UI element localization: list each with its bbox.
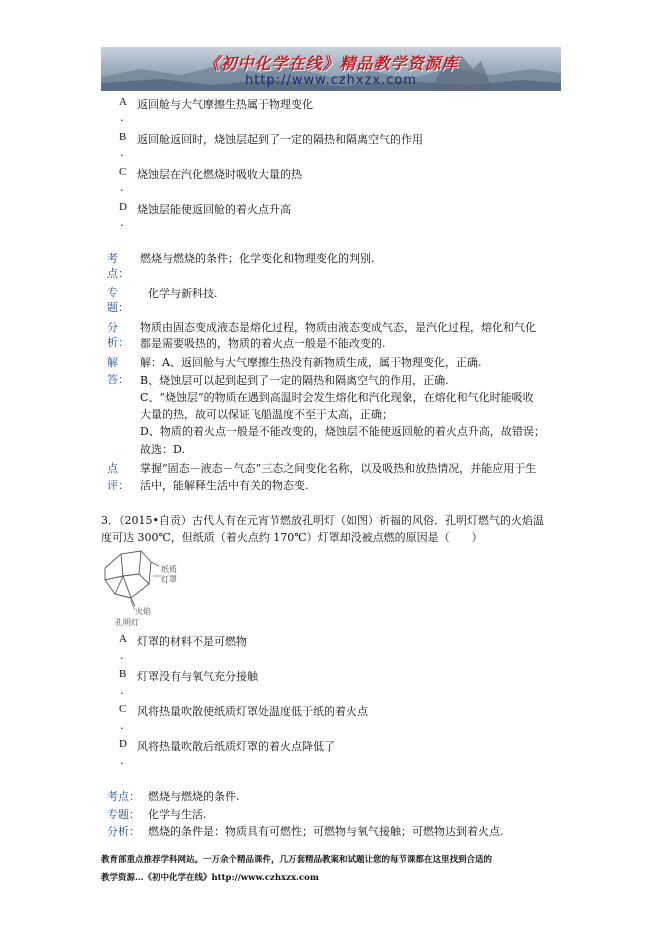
option-letter: B (119, 668, 127, 680)
jieda-line: 解：A、返回舱与大气摩擦生热没有新物质生成，属于物理变化，正确. (140, 356, 482, 369)
option-dot: . (120, 719, 124, 732)
fenxi-label: 分析： (107, 825, 140, 838)
footer-line: 教学资源…《初中化学在线》http://www.czhxzx.com (101, 873, 319, 883)
jieda-line: B、烧蚀层可以起到起到了一定的隔热和隔离空气的作用，正确. (140, 374, 449, 387)
fenxi-line: 物质由固态变成液态是熔化过程，物质由液态变成气态，是汽化过程，熔化和气化 (140, 321, 536, 334)
banner-url[interactable]: http://www.czhxzx.com (245, 73, 417, 88)
zhuanti-label: 专题： (107, 808, 140, 821)
kaodian-label: 点： (107, 267, 129, 280)
jieda-line: 大量的热，故可以保证飞船温度不至于太高，正确； (140, 408, 393, 421)
option-letter: D (119, 201, 127, 213)
figure-label-flame: 火焰 (135, 607, 151, 616)
option-dot: . (120, 649, 124, 662)
kaodian-text: 燃烧与燃烧的条件. (148, 790, 240, 803)
zhuanti-text: 化学与生活. (148, 808, 207, 821)
jieda-line: C、“烧蚀层”的物质在遇到高温时会发生熔化和汽化现象，在熔化和气化时能吸收 (140, 391, 534, 404)
dianping-line: 掌握“固态－液态－气态”三态之间变化名称，以及吸热和放热情况，并能应用于生 (140, 462, 537, 475)
option-dot: . (120, 754, 124, 767)
jieda-label: 解 (107, 356, 118, 369)
zhuanti-text: 化学与新科技. (148, 287, 218, 300)
option-text: 返回舱与大气摩擦生热属于物理变化 (137, 98, 313, 111)
lantern-sketch-icon (105, 551, 159, 606)
zhuanti-label: 题： (107, 301, 129, 314)
option-dot: . (120, 181, 124, 194)
option-dot: . (120, 146, 124, 159)
footer-line: 教育部重点推荐学科网站。一万余个精品课件，几万套精品教案和试题让您的每节课都在这里找到合适的 (101, 855, 493, 865)
kaodian-label: 考 (107, 252, 118, 265)
zhuanti-label: 专 (107, 286, 118, 299)
option-letter: B (119, 131, 127, 143)
kongming-lantern-figure (101, 546, 187, 628)
jieda-line: D、物质的着火点一般是不能改变的，烧蚀层不能使返回舱的着火点升高，故错误； (140, 425, 545, 438)
dianping-label: 评： (107, 479, 129, 492)
option-dot: . (120, 684, 124, 697)
kaodian-label: 考点： (107, 790, 140, 803)
option-letter: A (119, 633, 127, 645)
header-banner (101, 47, 561, 91)
option-letter: D (119, 738, 127, 750)
option-text: 灯罩没有与氧气充分接触 (137, 670, 258, 683)
option-dot: . (120, 111, 124, 124)
option-text: 返回舱返回时，烧蚀层起到了一定的隔热和隔离空气的作用 (137, 133, 423, 146)
fenxi-label: 分 (107, 321, 118, 334)
option-letter: C (119, 166, 127, 178)
banner-title: 《初中化学在线》精品教学资源库 (203, 54, 459, 73)
option-text: 风将热量吹散使纸质灯罩处温度低于纸的着火点 (137, 705, 368, 718)
option-text: 烧蚀层能使返回舱的着火点升高 (137, 203, 291, 216)
fenxi-text: 燃烧的条件是：物质具有可燃性；可燃物与氧气接触；可燃物达到着火点. (148, 825, 504, 838)
q3-stem-line: 度可达 300℃，但纸质（着火点约 170℃）灯罩却没被点燃的原因是（ ） (101, 531, 483, 544)
kaodian-text: 燃烧与燃烧的条件；化学变化和物理变化的判别. (140, 252, 375, 265)
jieda-label: 答： (107, 373, 129, 386)
option-text: 烧蚀层在汽化燃烧时吸收大量的热 (137, 168, 302, 181)
jieda-line: 故选：D. (140, 443, 185, 456)
fenxi-line: 都是需要吸热的，物质的着火点一般是不能改变的. (140, 337, 386, 350)
figure-label-paper: 灯罩 (161, 575, 177, 584)
option-dot: . (120, 216, 124, 229)
figure-caption: 孔明灯 (115, 618, 139, 627)
figure-label-paper: 纸质 (161, 565, 177, 574)
option-letter: A (119, 96, 127, 108)
dianping-line: 活中，能解释生活中有关的物态变. (140, 479, 309, 492)
option-text: 风将热量吹散后纸质灯罩的着火点降低了 (137, 740, 335, 753)
fenxi-label: 析： (107, 336, 129, 349)
q3-stem-line: 3．（2015•自贡）古代人有在元宵节燃放孔明灯（如图）祈福的风俗．孔明灯燃气的火焰温 (101, 514, 544, 527)
dianping-label: 点 (107, 462, 118, 475)
option-letter: C (119, 703, 127, 715)
option-text: 灯罩的材料不是可燃物 (137, 635, 247, 648)
